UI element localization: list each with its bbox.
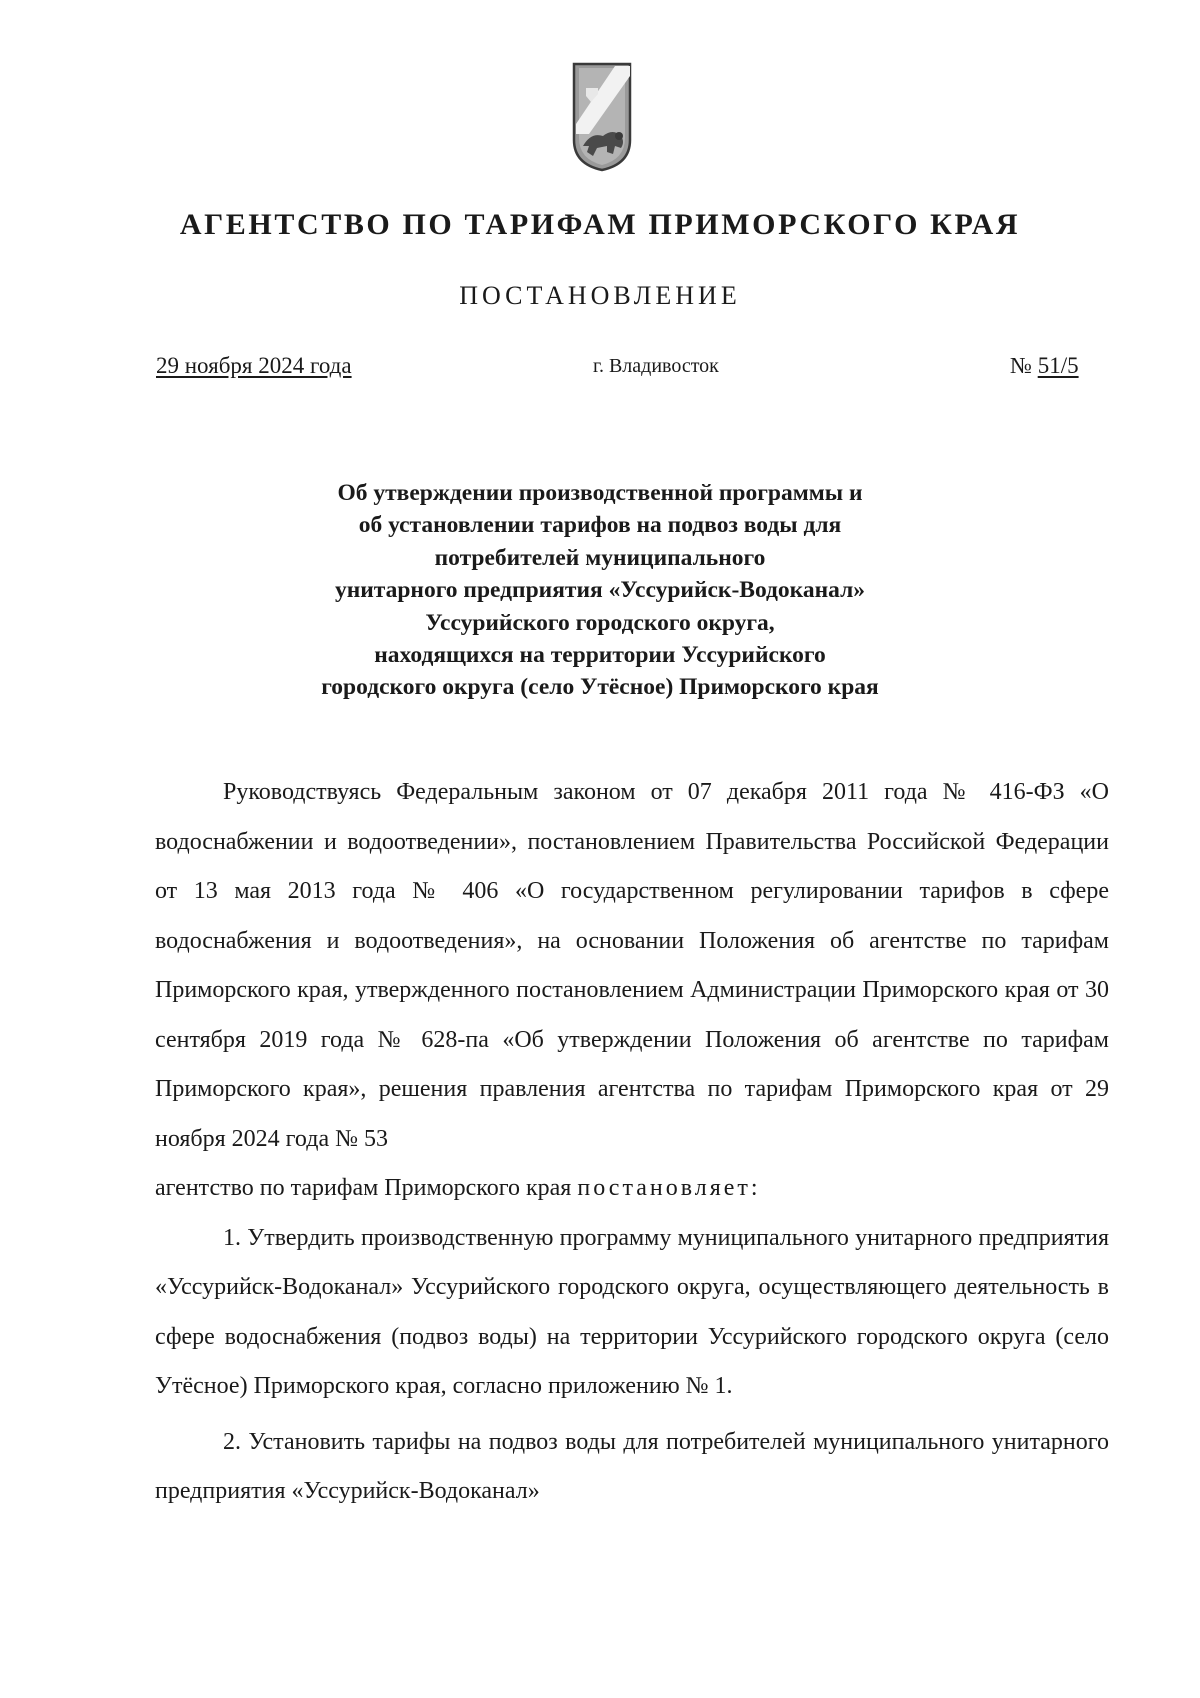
subject-line: потребителей муниципального <box>434 544 766 571</box>
item-2-paragraph: 2. Установить тарифы на подвоз воды для потребителей муниципального унитарного предприятия «Уссурийск-Водоканал» <box>155 1428 1109 1504</box>
document-type: ПОСТАНОВЛЕНИЕ <box>459 281 741 310</box>
resolves-subject: агентство по тарифам Приморского края <box>155 1175 578 1201</box>
resolves-verb: постановляет: <box>577 1175 761 1201</box>
document-body <box>155 768 1109 1517</box>
subject-line: находящихся на территории Уссурийского <box>374 642 826 669</box>
subject-line: Уссурийского городского округа, <box>425 609 775 636</box>
number-prefix: № <box>1010 353 1038 378</box>
document-city: г. Владивосток <box>593 355 719 377</box>
resolves-paragraph <box>155 1164 1109 1214</box>
number-value: 51/5 <box>1037 353 1079 378</box>
subject-line: унитарного предприятия «Уссурийск-Водоканал» <box>334 577 866 604</box>
subject-line: об установлении тарифов на подвоз воды для <box>358 512 842 539</box>
document-subject <box>200 477 1000 704</box>
document-number <box>1010 353 1079 379</box>
coat-of-arms-icon <box>571 62 633 172</box>
agency-title: АГЕНТСТВО ПО ТАРИФАМ ПРИМОРСКОГО КРАЯ <box>179 208 1021 241</box>
document-date: 29 ноября 2024 года <box>156 353 352 378</box>
item-1-paragraph: 1. Утвердить производственную программу муниципального унитарного предприятия «Уссурийск-Водоканал» Уссурийского городского округа, осуществляющего деятельность в сфере водоснабжения (подвоз воды) на территории Уссурийского городского округа (село Утёсное) Приморского края, согласно приложению № 1. <box>155 1224 1109 1399</box>
subject-line: Об утверждении производственной программы и <box>337 480 863 506</box>
preamble-paragraph: Руководствуясь Федеральным законом от 07 декабря 2011 года № 416-ФЗ «О водоснабжении и водоотведении», постановлением Правительства Российской Федерации от 13 мая 2013 года № 406 «О государственном регулировании тарифов в сфере водоснабжения и водоотведения», на основании Положения об агентстве по тарифам Приморского края, утвержденного постановлением Администрации Приморского края от 30 сентября 2019 года № 628-па «Об утверждении Положения об агентстве по тарифам Приморского края», решения правления агентства по тарифам Приморского края от 29 ноября 2024 года № 53 <box>155 779 1109 1152</box>
subject-line: городского округа (село Утёсное) Приморского края <box>321 674 879 701</box>
